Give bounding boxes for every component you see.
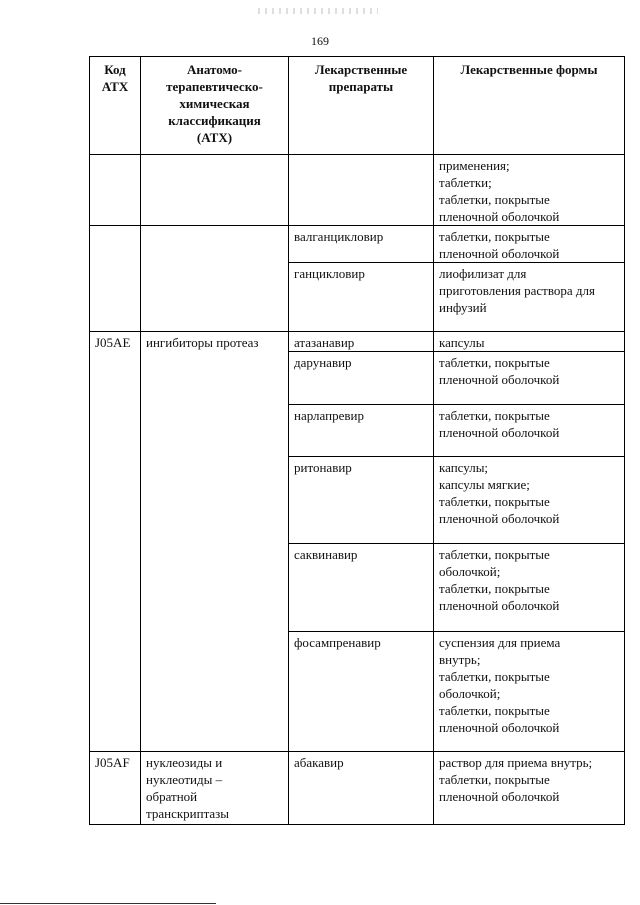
drug-cell: саквинавир (289, 544, 434, 632)
form-cell: раствор для приема внутрь; таблетки, покрытые пленочной оболочкой (434, 752, 625, 825)
table-row (90, 332, 625, 352)
form-cell: таблетки, покрытые пленочной оболочкой (434, 226, 625, 263)
class-cell (141, 155, 289, 226)
drug-cell: ритонавир (289, 457, 434, 544)
drug-cell: абакавир (289, 752, 434, 825)
form-cell: таблетки, покрытые пленочной оболочкой (434, 405, 625, 457)
scan-noise (258, 8, 378, 14)
page-number: 169 (311, 34, 329, 48)
drug-cell (289, 155, 434, 226)
drug-cell: фосампренавир (289, 632, 434, 752)
code-cell (90, 226, 141, 332)
header-drugs: Лекарственные препараты (289, 57, 434, 155)
form-cell: применения; таблетки; таблетки, покрытые пленочной оболочкой (434, 155, 625, 226)
code-cell: J05AE (90, 332, 141, 752)
form-cell: капсулы; капсулы мягкие; таблетки, покрытые пленочной оболочкой (434, 457, 625, 544)
drug-cell: ганцикловир (289, 263, 434, 332)
form-cell: таблетки, покрытые пленочной оболочкой (434, 352, 625, 405)
scan-edge-line (0, 903, 216, 904)
table-row (90, 752, 625, 825)
code-cell: J05AF (90, 752, 141, 825)
drug-cell: дарунавир (289, 352, 434, 405)
form-cell: капсулы (434, 332, 625, 352)
code-cell (90, 155, 141, 226)
form-cell: суспензия для приема внутрь; таблетки, покрытые оболочкой; таблетки, покрытые пленочной оболочкой (434, 632, 625, 752)
header-code: Код ATX (90, 57, 141, 155)
form-cell: таблетки, покрытые оболочкой; таблетки, покрытые пленочной оболочкой (434, 544, 625, 632)
class-cell: ингибиторы протеаз (141, 332, 289, 752)
class-cell (141, 226, 289, 332)
table-row (90, 226, 625, 263)
class-cell: нуклеозиды и нуклеотиды – обратной транскриптазы (141, 752, 289, 825)
drug-cell: нарлапревир (289, 405, 434, 457)
drug-cell: валганцикловир (289, 226, 434, 263)
header-forms: Лекарственные формы (434, 57, 625, 155)
drug-cell: атазанавир (289, 332, 434, 352)
atx-table (89, 56, 625, 825)
table-header-row (90, 57, 625, 155)
table-row (90, 155, 625, 226)
form-cell: лиофилизат для приготовления раствора для инфузий (434, 263, 625, 332)
header-classification: Анатомо- терапевтическо- химическая классификация (ATX) (141, 57, 289, 155)
